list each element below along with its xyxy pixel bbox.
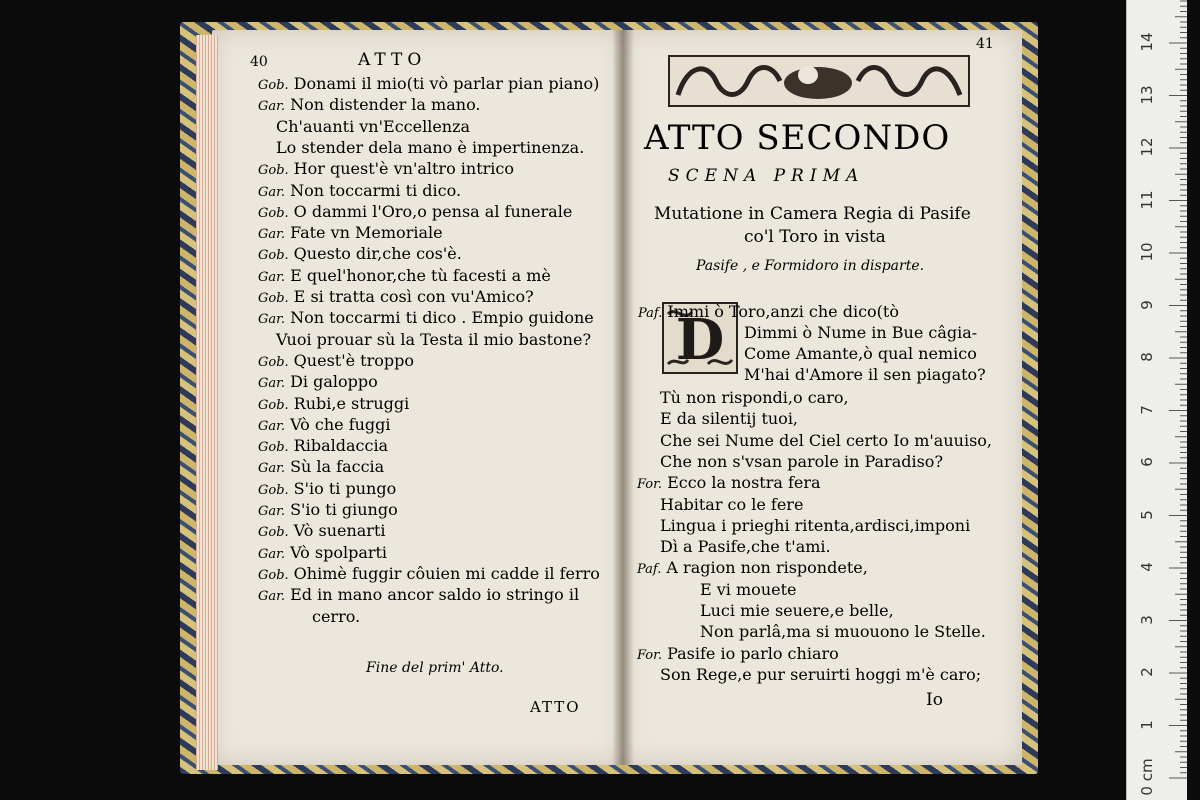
verse-line: [700, 580, 796, 599]
speaker-abbreviation: Gar.: [258, 461, 286, 477]
decorative-headpiece-ornament: [668, 55, 970, 107]
verse-text: Non parlâ,ma si muouono le Stelle.: [700, 622, 986, 642]
verse-line: [258, 564, 600, 583]
verse-text: Rubi,e struggi: [293, 393, 410, 413]
verse-line: [660, 516, 970, 535]
speaker-abbreviation: Gob.: [258, 291, 289, 306]
verse-text: Non distender la mano.: [290, 95, 481, 115]
verse-text: Lingua i prieghi ritenta,ardisci,imponi: [660, 515, 971, 535]
verse-line: [660, 665, 981, 684]
verse-text: Hor quest'è vn'altro intrico: [293, 159, 515, 179]
verse-line: [276, 330, 591, 349]
left-catchword: ATTO: [530, 698, 581, 716]
verse-text: Vò suenarti: [293, 521, 386, 541]
verse-text: E vi mouete: [700, 579, 797, 599]
verse-text: Vò che fuggi: [290, 414, 391, 434]
verse-text: Che non s'vsan parole in Paradiso?: [660, 451, 944, 471]
scene-title: SCENA PRIMA: [668, 166, 865, 186]
verse-line: [258, 436, 388, 455]
verse-text: E da silentij tuoi,: [660, 409, 799, 429]
ruler-number: 4: [1138, 562, 1156, 572]
verse-line: [744, 365, 986, 384]
verse-line: [700, 622, 986, 641]
verse-line: [258, 543, 387, 562]
ruler-number: 10: [1138, 242, 1156, 262]
verse-line: [637, 644, 839, 663]
speaker-abbreviation: Paf.: [638, 306, 663, 321]
speaker-abbreviation: Gob.: [258, 163, 289, 179]
speaker-abbreviation: Gob.: [258, 397, 289, 413]
speaker-abbreviation: Gob.: [258, 248, 289, 264]
measurement-ruler: [1126, 0, 1187, 800]
speaker-abbreviation: Gob.: [258, 205, 289, 221]
verse-text: Immi ò Toro,anzi che dico(tò: [667, 302, 899, 321]
ruler-number: 6: [1138, 457, 1156, 467]
ruler-number: 1: [1138, 719, 1156, 730]
verse-line: [258, 308, 594, 327]
verse-line: [660, 388, 849, 407]
verse-line: [637, 473, 821, 492]
verse-line: [258, 223, 443, 242]
ruler-ticks: [1127, 0, 1187, 800]
dropcap-letter: D: [675, 307, 725, 373]
characters-line: Pasife , e Formidoro in disparte.: [696, 258, 925, 274]
verse-line: [744, 323, 977, 342]
verse-line: [258, 159, 514, 178]
verse-text: Ecco la nostra fera: [667, 473, 821, 493]
speaker-abbreviation: For.: [637, 647, 663, 663]
verse-text: Vuoi prouar sù la Testa il mio bastone?: [276, 329, 592, 349]
setting-line-2: co'l Toro in vista: [744, 227, 886, 247]
verse-line: [258, 415, 391, 434]
verse-text: O dammi l'Oro,o pensa al funerale: [293, 201, 573, 221]
speaker-abbreviation: Gar.: [258, 312, 286, 328]
ruler-number: 8: [1138, 352, 1156, 362]
verse-text: E quel'honor,che tù facesti a mè: [290, 265, 551, 285]
ruler-number: 11: [1138, 189, 1156, 210]
verse-line: [258, 372, 378, 391]
verse-text: S'io ti giungo: [290, 500, 398, 519]
verse-text: Donami il mio(ti vò parlar pian piano): [293, 74, 600, 93]
right-catchword: Io: [926, 690, 943, 710]
verse-line: [258, 287, 534, 306]
speaker-abbreviation: Paf.: [637, 562, 662, 578]
ruler-number: 3: [1138, 614, 1156, 625]
speaker-abbreviation: Gob.: [258, 525, 289, 541]
verse-line: [258, 95, 481, 114]
ruler-number: 9: [1138, 299, 1156, 310]
ruler-number: 12: [1138, 137, 1156, 157]
verse-line: [638, 302, 899, 321]
verse-text: S'io ti pungo: [293, 478, 397, 498]
speaker-abbreviation: Gar.: [258, 99, 286, 115]
verse-line: [258, 585, 579, 604]
verse-text: Questo dir,che cos'è.: [293, 244, 462, 264]
speaker-abbreviation: Gob.: [258, 567, 289, 583]
verse-text: Ohimè fuggir côuien mi cadde il ferro: [293, 563, 600, 583]
verse-line: [258, 457, 384, 476]
verse-line: [276, 138, 584, 157]
verse-line: [258, 479, 396, 498]
speaker-abbreviation: Gob.: [258, 78, 289, 93]
verse-line: [258, 521, 386, 540]
verse-text: Sù la faccia: [290, 457, 385, 477]
verse-line: [258, 394, 409, 413]
verse-line: [700, 601, 894, 620]
verse-line: [660, 537, 831, 556]
book-gutter: [612, 30, 634, 765]
verse-text: Non toccarmi ti dico.: [290, 180, 462, 200]
right-page-number: 41: [976, 36, 994, 52]
verse-text: Ribaldaccia: [293, 436, 389, 456]
verse-line: [276, 117, 470, 136]
verse-line: [258, 202, 572, 221]
verse-text: E si tratta così con vu'Amico?: [293, 287, 534, 306]
ruler-number: 13: [1138, 84, 1156, 105]
verse-text: Dì a Pasife,che t'ami.: [660, 537, 831, 557]
verse-text: Di galoppo: [290, 372, 378, 392]
setting-line-1: Mutatione in Camera Regia di Pasife: [654, 204, 971, 224]
ruler-number: 0 cm: [1138, 758, 1156, 796]
act-title: ATTO SECONDO: [644, 118, 951, 158]
ruler-number: 2: [1138, 667, 1156, 677]
verse-text: Habitar co le fere: [660, 494, 804, 514]
verse-line: [258, 266, 551, 285]
speaker-abbreviation: Gob.: [258, 440, 289, 456]
verse-text: cerro.: [312, 606, 361, 626]
speaker-abbreviation: Gar.: [258, 184, 286, 200]
verse-text: Che sei Nume del Ciel certo Io m'auuiso,: [660, 430, 992, 450]
verse-line: [744, 344, 977, 363]
verse-line: [660, 495, 803, 514]
speaker-abbreviation: For.: [637, 477, 663, 493]
act-end-note: Fine del prim' Atto.: [366, 660, 504, 676]
speaker-abbreviation: Gar.: [258, 589, 286, 605]
speaker-abbreviation: Gar.: [258, 376, 286, 392]
verse-text: Come Amante,ò qual nemico: [744, 344, 977, 363]
speaker-abbreviation: Gar.: [258, 418, 286, 434]
speaker-abbreviation: Gob.: [258, 482, 289, 498]
verse-text: Dimmi ò Nume in Bue câgia-: [744, 323, 978, 342]
left-page-number: 40: [250, 54, 268, 70]
speaker-abbreviation: Gar.: [258, 269, 286, 285]
speaker-abbreviation: Gar.: [258, 546, 286, 562]
ruler-number: 7: [1138, 404, 1156, 415]
ruler-number: 5: [1138, 509, 1156, 520]
ruler-number: 14: [1138, 32, 1156, 52]
verse-text: Ch'auanti vn'Eccellenza: [276, 116, 471, 136]
verse-text: Vò spolparti: [290, 542, 388, 562]
verse-text: M'hai d'Amore il sen piagato?: [744, 365, 986, 384]
verse-line: [660, 409, 798, 428]
verse-text: A ragion non rispondete,: [666, 558, 868, 578]
verse-text: Pasife io parlo chiaro: [667, 643, 839, 663]
verse-line: [258, 500, 398, 519]
verse-line: [258, 244, 462, 263]
verse-line: [312, 607, 360, 626]
verse-line: [258, 74, 599, 93]
verse-text: Lo stender dela mano è impertinenza.: [276, 137, 585, 157]
verse-text: Ed in mano ancor saldo io stringo il: [290, 585, 580, 605]
verse-line: [637, 558, 868, 577]
verse-line: [660, 431, 992, 450]
verse-text: Fate vn Memoriale: [290, 223, 443, 243]
speaker-abbreviation: Gar.: [258, 504, 286, 519]
verse-text: Son Rege,e pur seruirti hoggi m'è caro;: [660, 664, 982, 684]
verse-line: [660, 452, 943, 471]
verse-line: [258, 181, 461, 200]
speaker-abbreviation: Gob.: [258, 354, 289, 370]
left-page-header: ATTO: [358, 50, 427, 70]
verse-text: Luci mie seuere,e belle,: [700, 601, 894, 620]
verse-line: [258, 351, 414, 370]
verse-text: Quest'è troppo: [293, 350, 414, 370]
verse-text: Non toccarmi ti dico . Empio guidone: [290, 308, 594, 328]
page-edges: [196, 35, 218, 770]
speaker-abbreviation: Gar.: [258, 227, 286, 243]
verse-text: Tù non rispondi,o caro,: [660, 388, 849, 407]
